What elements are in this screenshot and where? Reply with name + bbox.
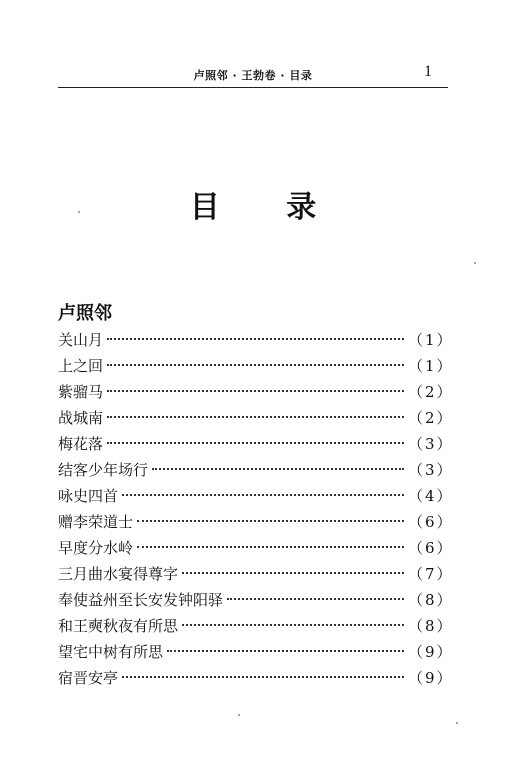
entry-page: （2）: [408, 383, 454, 401]
entry-title: 战城南: [58, 409, 104, 427]
entry-page: （6）: [408, 513, 454, 531]
entry-title: 奉使益州至长安发钟阳驿: [58, 591, 224, 609]
entry-page: （4）: [408, 487, 454, 505]
toc-entry[interactable]: [58, 587, 454, 613]
running-title: 卢照邻 · 王勃卷 · 目录: [193, 69, 313, 82]
page-title: 目 录: [189, 190, 345, 225]
toc-list: [58, 327, 454, 691]
dot-leader: [137, 520, 404, 522]
entry-title: 结客少年场行: [58, 461, 149, 479]
toc-entry[interactable]: [58, 639, 454, 665]
toc-entry[interactable]: [58, 561, 454, 587]
entry-title: 赠李荣道士: [58, 513, 134, 531]
toc-entry[interactable]: [58, 353, 454, 379]
entry-title: 和王奭秋夜有所思: [58, 617, 179, 635]
page-number: 1: [424, 63, 432, 80]
toc-entry[interactable]: [58, 535, 454, 561]
dot-leader: [122, 676, 404, 678]
toc-entry[interactable]: [58, 457, 454, 483]
scan-speck: [238, 714, 240, 716]
dot-leader: [107, 442, 404, 444]
toc-entry[interactable]: [58, 613, 454, 639]
entry-title: 望宅中树有所思: [58, 643, 164, 661]
dot-leader: [152, 468, 404, 470]
dot-leader: [137, 546, 404, 548]
scan-speck: [456, 722, 458, 724]
toc-entry[interactable]: [58, 509, 454, 535]
toc-entry[interactable]: [58, 665, 454, 691]
entry-page: （7）: [408, 565, 454, 583]
entry-page: （1）: [408, 357, 454, 375]
entry-page: （8）: [408, 591, 454, 609]
entry-title: 紫骝马: [58, 383, 104, 401]
scan-speck: [78, 211, 80, 213]
dot-leader: [182, 572, 404, 574]
entry-title: 上之回: [58, 357, 104, 375]
dot-leader: [182, 624, 404, 626]
entry-page: （1）: [408, 331, 454, 349]
entry-page: （9）: [408, 669, 454, 687]
entry-title: 早度分水岭: [58, 539, 134, 557]
entry-page: （6）: [408, 539, 454, 557]
scan-speck: [474, 262, 476, 264]
running-header: [58, 63, 448, 88]
dot-leader: [107, 364, 404, 366]
dot-leader: [227, 598, 404, 600]
entry-page: （2）: [408, 409, 454, 427]
entry-title: 关山月: [58, 331, 104, 349]
entry-title: 宿晋安亭: [58, 669, 119, 687]
entry-page: （3）: [408, 461, 454, 479]
entry-page: （3）: [408, 435, 454, 453]
entry-title: 咏史四首: [58, 487, 119, 505]
toc-entry[interactable]: [58, 327, 454, 353]
entry-title: 三月曲水宴得尊字: [58, 565, 179, 583]
entry-page: （8）: [408, 617, 454, 635]
dot-leader: [107, 338, 404, 340]
toc-entry[interactable]: [58, 379, 454, 405]
toc-entry[interactable]: [58, 483, 454, 509]
entry-title: 梅花落: [58, 435, 104, 453]
entry-page: （9）: [408, 643, 454, 661]
section-heading: 卢照邻: [58, 303, 112, 324]
dot-leader: [122, 494, 404, 496]
toc-entry[interactable]: [58, 431, 454, 457]
toc-entry[interactable]: [58, 405, 454, 431]
dot-leader: [167, 650, 404, 652]
dot-leader: [107, 416, 404, 418]
dot-leader: [107, 390, 404, 392]
